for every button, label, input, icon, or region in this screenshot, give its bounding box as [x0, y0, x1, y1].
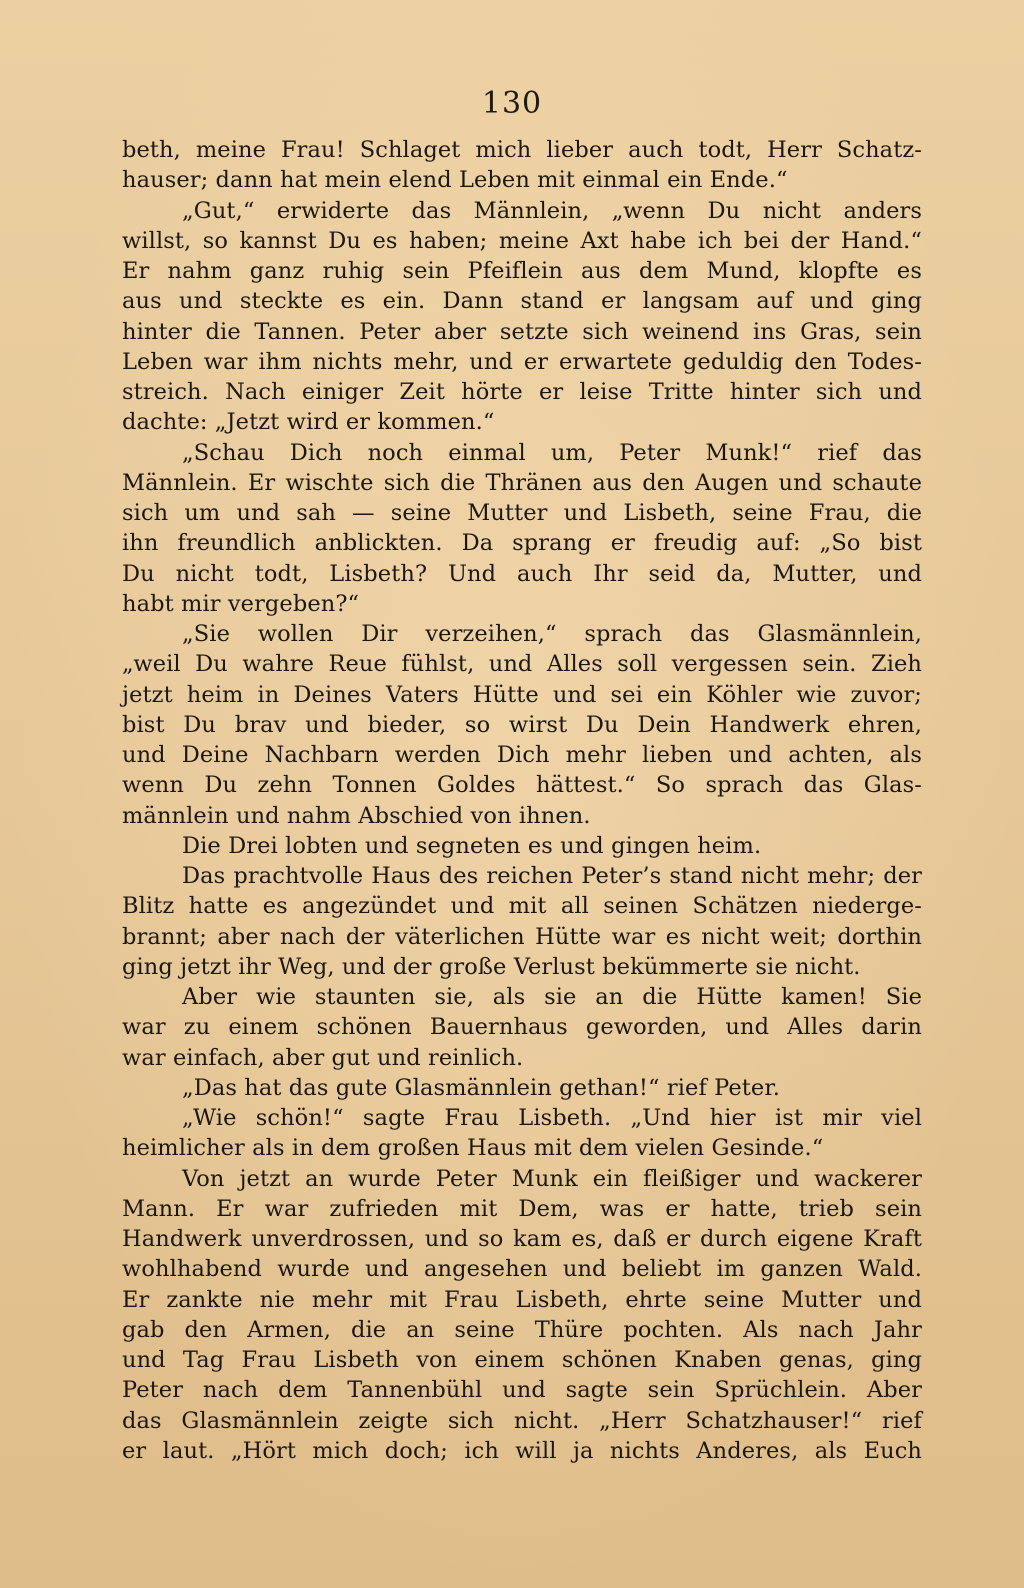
- text-line: „weil Du wahre Reue fühlst, und Alles soll vergessen sein. Zieh: [122, 651, 922, 678]
- text-line: und Tag Frau Lisbeth von einem schönen Knaben genas, ging: [122, 1347, 922, 1373]
- text-line: „Sie wollen Dir verzeihen,“ sprach das Glasmännlein,: [182, 621, 922, 647]
- text-line: „Schau Dich noch einmal um, Peter Munk!“ rief das: [182, 439, 922, 466]
- text-line: heimlicher als in dem großen Haus mit dem vielen Gesinde.“: [122, 1135, 824, 1162]
- text-line: bist Du brav und bieder, so wirst Du Dein Handwerk ehren,: [122, 711, 922, 738]
- page-number: 130: [481, 86, 543, 121]
- text-line: streich. Nach einiger Zeit hörte er leise Tritte hinter sich und: [122, 379, 922, 405]
- body-text: [122, 135, 922, 1466]
- text-line: wohlhabend wurde und angesehen und beliebt im ganzen Wald.: [122, 1256, 922, 1283]
- text-line: beth, meine Frau! Schlaget mich lieber auch todt, Herr Schatz-: [122, 137, 922, 163]
- text-line: das Glasmännlein zeigte sich nicht. „Herr Schatzhauser!“ rief: [122, 1407, 922, 1434]
- text-line: habt mir vergeben?“: [122, 590, 360, 617]
- text-line: Du nicht todt, Lisbeth? Und auch Ihr seid da, Mutter, und: [122, 560, 922, 587]
- text-line: Männlein. Er wischte sich die Thränen aus den Augen und schaute: [122, 469, 922, 496]
- text-line: ihn freundlich anblickten. Da sprang er freudig auf: „So bist: [122, 530, 922, 557]
- text-line: willst, so kannst Du es haben; meine Axt habe ich bei der Hand.“: [122, 227, 922, 254]
- text-line: Das prachtvolle Haus des reichen Peter’s stand nicht mehr; der: [182, 863, 922, 889]
- text-line: und Deine Nachbarn werden Dich mehr lieben und achten, als: [122, 742, 922, 768]
- text-line: männlein und nahm Abschied von ihnen.: [122, 802, 591, 829]
- text-line: war einfach, aber gut und reinlich.: [122, 1044, 524, 1071]
- text-line: er laut. „Hört mich doch; ich will ja nichts Anderes, als Euch: [122, 1437, 922, 1464]
- text-line: „Gut,“ erwiderte das Männlein, „wenn Du nicht anders: [182, 197, 922, 224]
- text-line: ging jetzt ihr Weg, und der große Verlust bekümmerte sie nicht.: [122, 953, 861, 980]
- text-line: aus und steckte es ein. Dann stand er langsam auf und ging: [122, 288, 922, 315]
- text-line: Aber wie staunten sie, als sie an die Hütte kamen! Sie: [182, 984, 922, 1010]
- text-line: gab den Armen, die an seine Thüre pochten. Als nach Jahr: [122, 1316, 922, 1343]
- text-line: Peter nach dem Tannenbühl und sagte sein Sprüchlein. Aber: [122, 1377, 922, 1404]
- text-line: jetzt heim in Deines Vaters Hütte und sei ein Köhler wie zuvor;: [122, 681, 922, 708]
- text-line: „Wie schön!“ sagte Frau Lisbeth. „Und hier ist mir viel: [182, 1105, 922, 1131]
- text-line: Von jetzt an wurde Peter Munk ein fleißiger und wackerer: [182, 1165, 922, 1192]
- text-line: dachte: „Jetzt wird er kommen.“: [122, 409, 495, 436]
- text-line: Leben war ihm nichts mehr, und er erwartete geduldig den Todes-: [122, 348, 922, 375]
- text-line: Er zankte nie mehr mit Frau Lisbeth, ehrte seine Mutter und: [122, 1286, 922, 1313]
- text-line: Er nahm ganz ruhig sein Pfeiflein aus dem Mund, klopfte es: [122, 258, 922, 284]
- text-line: Blitz hatte es angezündet und mit all seinen Schätzen niederge-: [122, 893, 922, 920]
- text-line: brannt; aber nach der väterlichen Hütte war es nicht weit; dorthin: [122, 923, 922, 950]
- text-line: Handwerk unverdrossen, und so kam es, daß er durch eigene Kraft: [122, 1226, 922, 1252]
- text-line: Mann. Er war zufrieden mit Dem, was er hatte, trieb sein: [122, 1195, 922, 1222]
- text-line: Die Drei lobten und segneten es und gingen heim.: [182, 832, 762, 859]
- text-line: wenn Du zehn Tonnen Goldes hättest.“ So sprach das Glas-: [122, 772, 922, 799]
- text-line: hinter die Tannen. Peter aber setzte sich weinend ins Gras, sein: [122, 318, 922, 345]
- text-line: hauser; dann hat mein elend Leben mit einmal ein Ende.“: [122, 167, 788, 194]
- text-line: war zu einem schönen Bauernhaus geworden, und Alles darin: [122, 1014, 922, 1041]
- text-line: sich um und sah — seine Mutter und Lisbeth, seine Frau, die: [122, 500, 922, 526]
- text-line: „Das hat das gute Glasmännlein gethan!“ rief Peter.: [182, 1074, 780, 1101]
